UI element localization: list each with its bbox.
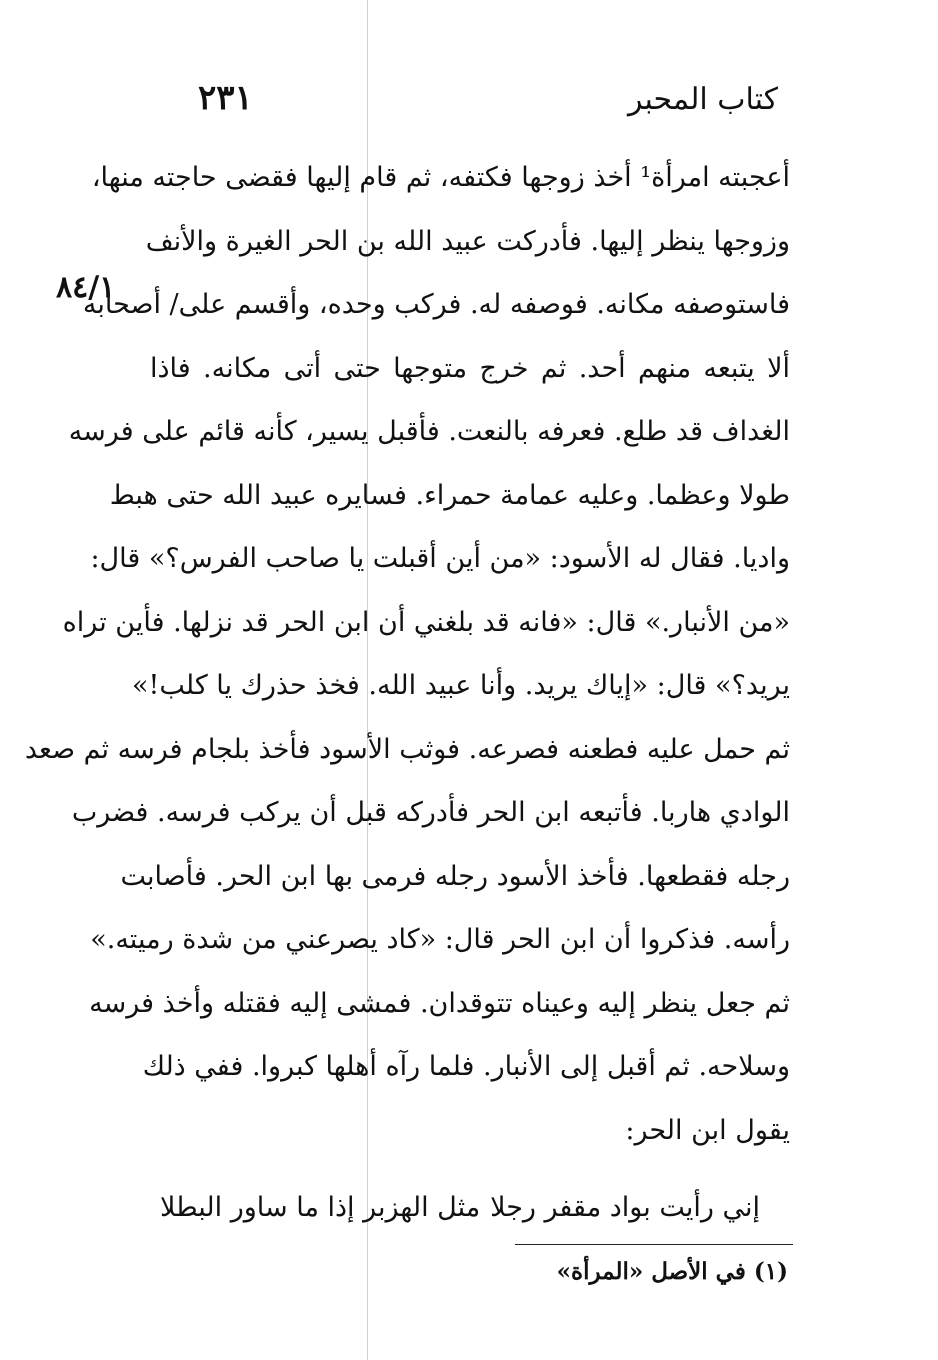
text-line: أعجبته امرأة¹ أخذ زوجها فكتفه، ثم قام إليها فقضى حاجته منها،	[91, 162, 790, 193]
footnote-divider	[515, 1244, 793, 1245]
text-line: الغداف قد طلع. فعرفه بالنعت. فأقبل يسير، كأنه قائم على فرسه	[68, 416, 790, 447]
poem-verse	[160, 1178, 760, 1238]
text-line: يقول ابن الحر:	[625, 1114, 790, 1146]
text-line: ثم جعل ينظر إليه وعيناه تتوقدان. فمشى إليه فقتله وأخذ فرسه	[89, 987, 790, 1019]
text-line: ثم حمل عليه فطعنه فصرعه. فوثب الأسود فأخذ بلجام فرسه ثم صعد	[24, 733, 790, 765]
manuscript-folio-reference: ٨٤/١	[56, 270, 116, 305]
text-line: يريد؟» قال: «إياك يريد. وأنا عبيد الله. فخذ حذرك يا كلب!»	[132, 670, 790, 701]
text-line: فاستوصفه مكانه. فوصفه له. فركب وحده، وأقسم على/ أصحابه	[82, 289, 790, 320]
text-line: رأسه. فذكروا أن ابن الحر قال: «كاد يصرعني من شدة رميته.»	[90, 924, 790, 955]
text-line: ألا يتبعه منهم أحد. ثم خرج متوجها حتى أتى مكانه. فاذا	[150, 352, 790, 384]
text-line: وسلاحه. ثم أقبل إلى الأنبار. فلما رآه أهلها كبروا. ففي ذلك	[142, 1051, 790, 1082]
text-line: «من الأنبار.» قال: «فانه قد بلغني أن ابن الحر قد نزلها. فأين تراه	[62, 606, 790, 638]
text-line: طولا وعظما. وعليه عمامة حمراء. فسايره عبيد الله حتى هبط	[109, 479, 790, 511]
verse-second-hemistich: مثل الهزبر إذا ما ساور البطلا	[160, 1192, 481, 1223]
text-line: واديا. فقال له الأسود: «من أين أقبلت يا صاحب الفرس؟» قال:	[90, 543, 790, 574]
text-line: رجله فقطعها. فأخذ الأسود رجله فرمى بها ابن الحر. فأصابت	[120, 860, 790, 892]
text-line: الوادي هاربا. فأتبعه ابن الحر فأدركه قبل أن يركب فرسه. فضرب	[71, 797, 790, 828]
verse-first-hemistich: إني رأيت بواد مقفر رجلا	[490, 1192, 760, 1223]
text-line: وزوجها ينظر إليها. فأدركت عبيد الله بن الحر الغيرة والأنف	[145, 225, 790, 257]
page-number: ٢٣١	[198, 78, 253, 118]
footnote: (١) في الأصل «المرأة»	[556, 1258, 788, 1285]
running-title: كتاب المحبر	[627, 82, 778, 117]
